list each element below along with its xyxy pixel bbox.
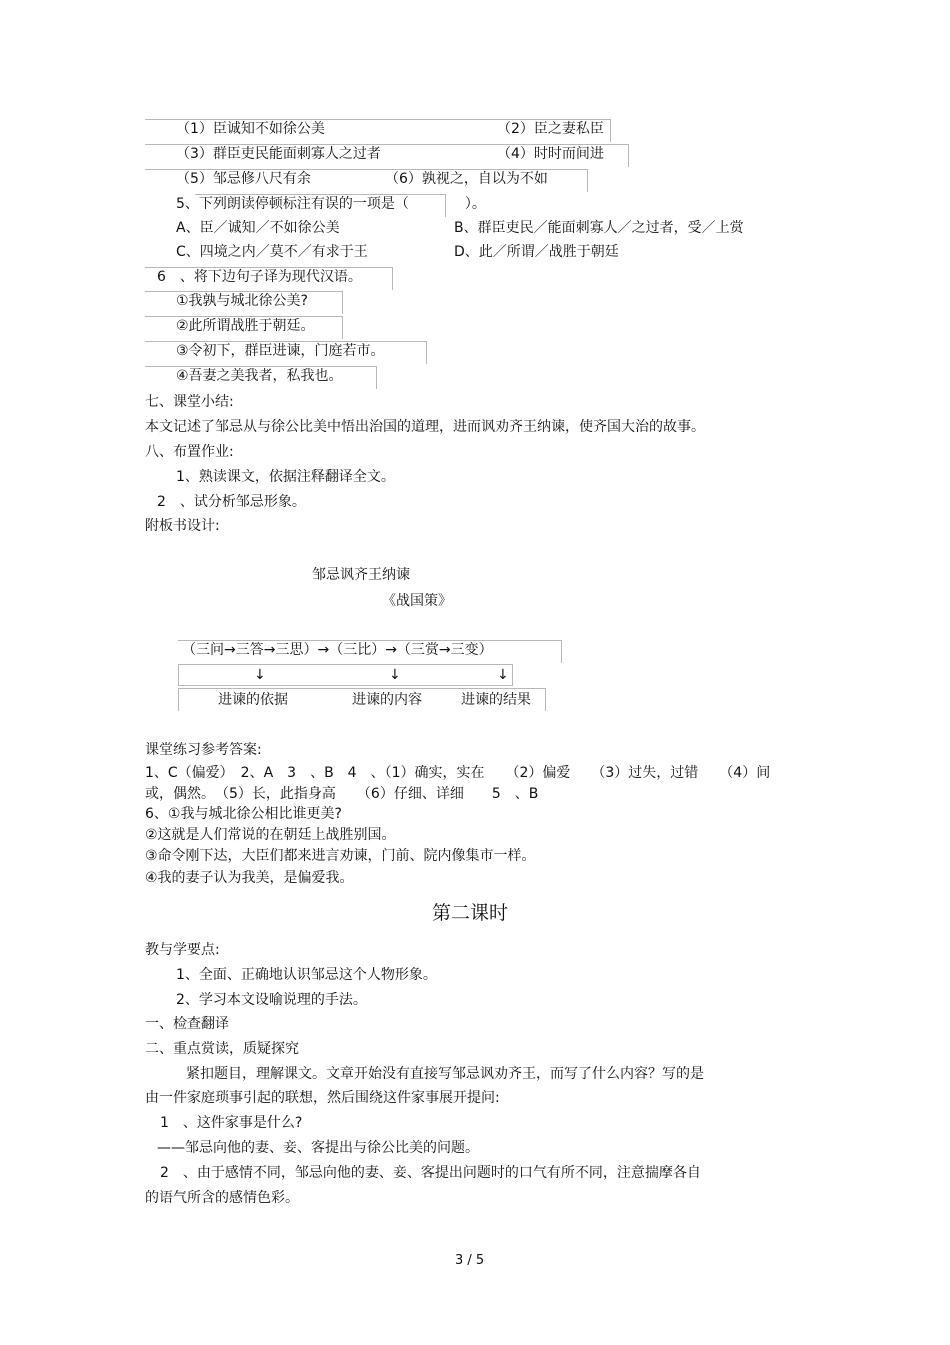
arrow-down-icon: ↓ — [497, 667, 509, 683]
question-5: 5、下列朗读停顿标注有误的一项是（ ）。 — [176, 196, 486, 212]
option-d: D、此／所谓／战胜于朝廷 — [454, 244, 619, 260]
page-number: 3 / 5 — [455, 1253, 485, 1268]
board-label: 进谏的依据 — [218, 692, 288, 708]
quiz-item: （1）臣诚知不如徐公美 — [176, 121, 325, 137]
paragraph-line: 紧扣题目，理解课文。文章开始没有直接写邹忌讽劝齐王，而写了什么内容？写的是 — [186, 1066, 704, 1082]
question-line: 2 、由于感情不同，邹忌向他的妻、妾、客提出问题时的口气有所不同，注意揣摩各自 — [160, 1165, 701, 1181]
lesson2-title: 第二课时 — [432, 902, 509, 924]
board-title: 邹忌讽齐王纳谏 — [312, 567, 410, 583]
arrow-down-icon: ↓ — [389, 667, 401, 683]
translate-item: ④吾妻之美我者，私我也。 — [176, 368, 343, 384]
points-heading: 教与学要点: — [145, 942, 220, 958]
quiz-item: （4）时时而间进 — [497, 146, 604, 162]
section-heading: 一、检查翻译 — [145, 1016, 229, 1032]
option-b: B、群臣吏民／能面刺寡人／之过者，受／上赏 — [454, 220, 744, 236]
translate-item: ①我孰与城北徐公美? — [176, 293, 308, 309]
quiz-item: （3）群臣吏民能面刺寡人之过者 — [176, 146, 381, 162]
quiz-item: （5）邹忌修八尺有余 — [176, 171, 311, 187]
board-source: 《战国策》 — [382, 593, 452, 609]
point-item: 2、学习本文设喻说理的手法。 — [176, 992, 367, 1008]
summary-text: 本文记述了邹忌从与徐公比美中悟出治国的道理，进而讽劝齐王纳谏，使齐国大治的故事。 — [145, 419, 705, 435]
answer-line: 6、①我与城北徐公相比谁更美? — [145, 806, 342, 822]
arrow-box — [178, 664, 513, 686]
paragraph-line: 由一件家庭琐事引起的联想，然后围绕这件家事展开提问: — [145, 1090, 500, 1106]
answer-line: 或，偶然。 （5）长，此指身高 （6）仔细、详细 5 、B — [145, 786, 539, 802]
board-flow: （三问→三答→三思）→（三比）→（三赏→三变） — [182, 642, 493, 658]
homework-heading: 八、布置作业: — [145, 444, 234, 460]
homework-item: 1、熟读课文，依据注释翻译全文。 — [176, 469, 395, 485]
answer-line: ②这就是人们常说的在朝廷上战胜别国。 — [145, 827, 396, 843]
answers-heading: 课堂练习参考答案: — [145, 742, 262, 758]
summary-heading: 七、课堂小结: — [145, 394, 234, 410]
question-line: 的语气所含的感情色彩。 — [145, 1190, 299, 1206]
board-heading: 附板书设计: — [145, 518, 220, 534]
quiz-item: （6）孰视之，自以为不如 — [385, 171, 548, 187]
answer-line: ③命令刚下达，大臣们都来进言劝谏，门前、院内像集市一样。 — [145, 848, 536, 864]
option-c: C、四境之内／莫不／有求于王 — [176, 244, 368, 260]
board-label: 进谏的内容 — [352, 692, 422, 708]
answer-line: 1、C（偏爱） 2、A 3 、B 4 、（1）确实，实在 （2）偏爱 （3）过失，过错 （4）间 — [145, 765, 771, 781]
question-line: 1 、这件家事是什么? — [160, 1115, 303, 1131]
answer-text: ——邹忌向他的妻、妾、客提出与徐公比美的问题。 — [157, 1140, 479, 1156]
homework-item: 2 、试分析邹忌形象。 — [157, 494, 306, 510]
point-item: 1、全面、正确地认识邹忌这个人物形象。 — [176, 967, 437, 983]
translate-item: ③令初下，群臣进谏，门庭若市。 — [176, 343, 385, 359]
section-heading: 二、重点赏读，质疑探究 — [145, 1041, 299, 1057]
quiz-item: （2）臣之妻私臣 — [497, 121, 604, 137]
answer-line: ④我的妻子认为我美，是偏爱我。 — [145, 870, 354, 886]
question-6: 6 、将下边句子译为现代汉语。 — [157, 269, 362, 285]
arrow-down-icon: ↓ — [254, 667, 266, 683]
option-a: A、臣／诚知／不如徐公美 — [176, 220, 340, 236]
translate-item: ②此所谓战胜于朝廷。 — [176, 318, 315, 334]
board-label: 进谏的结果 — [461, 692, 531, 708]
